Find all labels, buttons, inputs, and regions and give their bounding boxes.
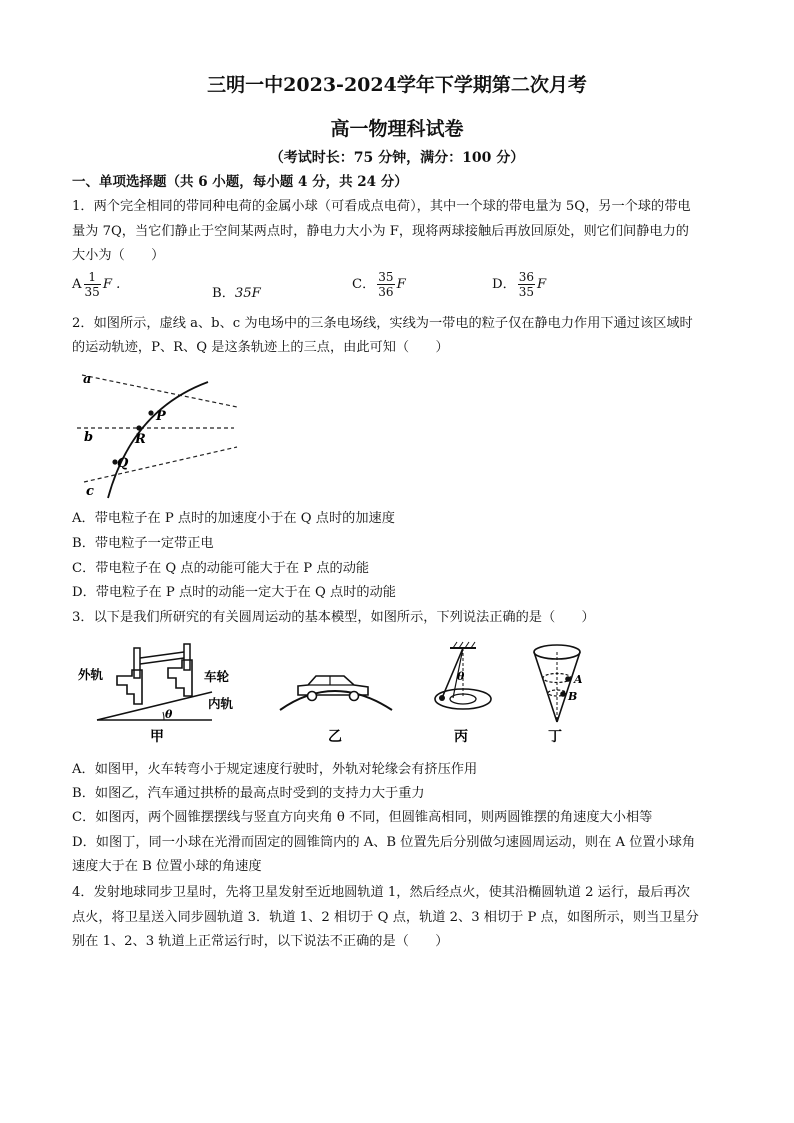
q2-figure-field-lines [72,365,247,505]
field-line-c [84,447,237,482]
caption-yi: 乙 [328,729,342,745]
figure-yi [280,676,392,745]
q1-line-3: 大小为（ ） [72,248,165,263]
figure-ding [534,645,583,745]
label-inner-rail: 内轨 [208,696,234,711]
q1-line-2: 量为 7Q，当它们静止于空间某两点时，静电力大小为 F，现将两球接触后再放回原处，则它们间静电力的 [72,224,689,239]
q1-option-d: D． $\frac{36}{35}$ F [492,270,547,299]
label-p: P [156,409,166,424]
label-a: a [83,372,92,387]
exam-title: 三明一中2023-2024学年下学期第二次月考 [207,74,587,96]
caption-jia: 甲 [150,729,164,745]
q1-option-b: B．35F [212,286,261,301]
label-q: Q [117,456,129,471]
exam-info: （考试时长：75 分钟，满分：100 分） [269,150,525,166]
q2-option-c: C．带电粒子在 Q 点的动能可能大于在 P 点的动能 [72,561,370,576]
q2-line-1: 2．如图所示，虚线 a、b、c 为电场中的三条电场线，实线为一带电的粒子仅在静电力作用下通过该区域时 [72,316,693,331]
q3-option-d-line-2: 速度大于在 B 位置小球的角速度 [72,859,262,874]
q1-line-1: 1．两个完全相同的带同种电荷的金属小球（可看成点电荷），其中一个球的带电量为 5Q，另一个球的带电 [72,199,691,214]
q3-option-b: B．如图乙，汽车通过拱桥的最高点时受到的支持力大于重力 [72,786,425,801]
caption-ding: 丁 [548,729,562,745]
label-theta-bing: θ [457,670,465,683]
label-b-ding: B [568,690,578,703]
q3-line-1: 3．以下是我们所研究的有关圆周运动的基本模型，如图所示，下列说法正确的是（ ） [72,610,595,625]
label-r: R [135,432,146,447]
figure-jia [78,644,234,745]
q3-option-c: C．如图丙，两个圆锥摆摆线与竖直方向夹角 θ 不同，但圆锥高相同，则两圆锥摆的角速度大小相等 [72,810,653,825]
label-outer-rail: 外轨 [78,667,104,682]
q3-option-a: A．如图甲，火车转弯小于规定速度行驶时，外轨对轮缘会有挤压作用 [72,762,478,777]
q2-option-d: D．带电粒子在 P 点时的动能一定大于在 Q 点时的动能 [72,585,396,600]
point-r [136,425,141,430]
figure-bing [435,642,491,745]
particle-trajectory [108,382,208,498]
q4-line-1: 4．发射地球同步卫星时，先将卫星发射至近地圆轨道 1，然后经点火，使其沿椭圆轨道 2 运行，最后再次 [72,885,690,900]
q4-line-2: 点火，将卫星送入同步圆轨道 3．轨道 1、2 相切于 Q 点，轨道 2、3 相切于 P 点，如图所示，则当卫星分 [72,910,699,925]
field-line-a [82,375,237,407]
caption-bing: 丙 [454,729,468,745]
q1-option-c: C． $\frac{35}{36}$ F [352,270,406,299]
q2-line-2: 的运动轨迹，P、R、Q 是这条轨迹上的三点，由此可知（ ） [72,340,449,355]
point-p [148,410,153,415]
exam-subtitle: 高一物理科试卷 [330,118,464,140]
label-a-ding: A [574,673,583,686]
q2-option-b: B．带电粒子一定带正电 [72,536,214,551]
q3-figures [72,640,612,750]
q1-option-a: A $\frac{1}{35}$ F . [72,270,121,299]
label-c: c [86,484,94,499]
label-wheel: 车轮 [204,669,230,684]
q3-option-d-line-1: D．如图丁，同一小球在光滑而固定的圆锥筒内的 A、B 位置先后分别做匀速圆周运动，则在 A 位置小球角 [72,835,696,850]
q4-line-3: 别在 1、2、3 轨道上正常运行时，以下说法不正确的是（ ） [72,934,449,949]
q2-option-a: A．带电粒子在 P 点时的加速度小于在 Q 点时的加速度 [72,511,395,526]
label-b: b [84,430,94,445]
label-theta-jia: θ [165,708,173,721]
section-heading: 一、单项选择题（共 6 小题，每小题 4 分，共 24 分） [72,174,408,190]
